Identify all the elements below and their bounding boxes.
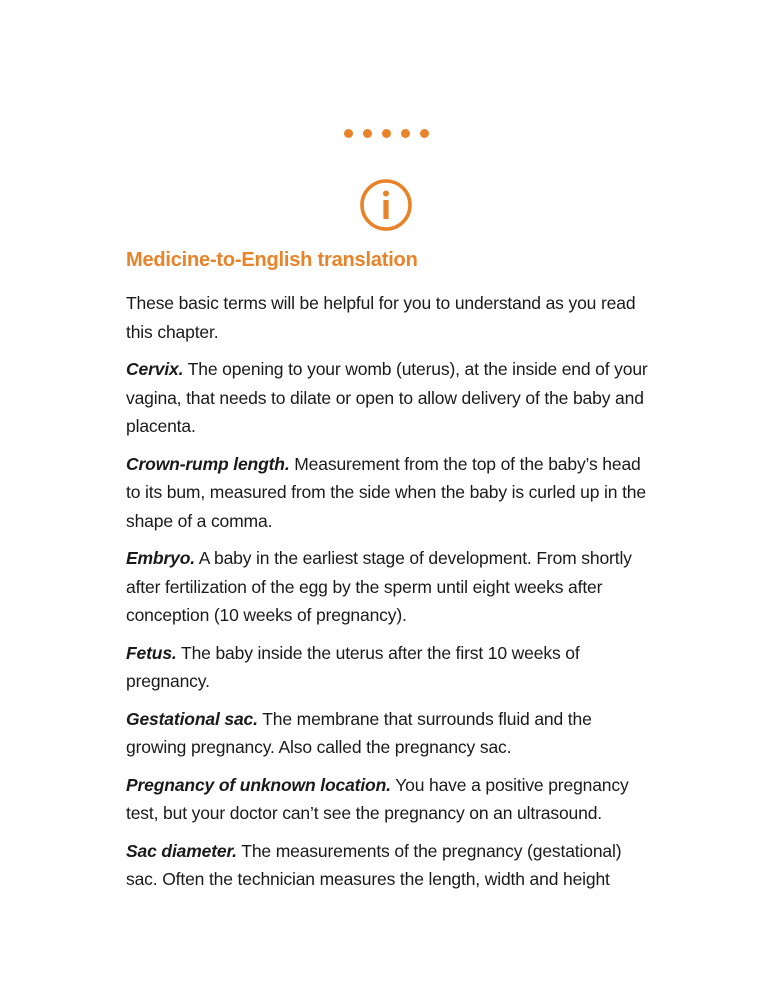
glossary-definition: You have a positive pregnancy test, but your doctor can’t see the pregnancy on an ultrasound. [126, 774, 629, 823]
section-divider-dots [0, 129, 772, 138]
glossary-entry [126, 450, 656, 536]
glossary-term: Pregnancy of unknown location. [126, 774, 391, 795]
intro-paragraph: These basic terms will be helpful for you to understand as you read this chapter. [126, 293, 636, 342]
glossary-term: Gestational sac. [126, 708, 258, 729]
glossary-entry [126, 544, 656, 630]
divider-dot [363, 129, 372, 138]
glossary-definition: Measurement from the top of the baby’s head to its bum, measured from the side when the baby is curled up in the shape of a comma. [126, 453, 646, 531]
glossary-entry [126, 837, 656, 894]
glossary-entry [126, 355, 656, 441]
glossary-entry [126, 639, 656, 696]
glossary-definition: The baby inside the uterus after the first 10 weeks of pregnancy. [126, 642, 580, 691]
glossary-section [126, 246, 656, 903]
glossary-term: Crown-rump length. [126, 453, 290, 474]
glossary-term: Embryo. [126, 548, 195, 568]
divider-dot [344, 129, 353, 138]
divider-dot [420, 129, 429, 138]
glossary-entry [126, 771, 656, 828]
divider-dot [382, 129, 391, 138]
glossary-definition: The membrane that surrounds fluid and the growing pregnancy. Also called the pregnancy sac. [126, 708, 592, 757]
glossary-term: Fetus. [126, 642, 177, 663]
glossary-term: Cervix. [126, 359, 184, 379]
info-circle-icon [359, 178, 413, 232]
glossary-entry [126, 705, 656, 762]
glossary-definition: A baby in the earliest stage of development. From shortly after fertilization of the egg by the sperm until eight weeks after conception (10 weeks of pregnancy). [126, 548, 632, 625]
glossary-definition: The measurements of the pregnancy (gestational) sac. Often the technician measures the length, width and height [126, 840, 622, 889]
section-heading: Medicine-to-English translation [126, 249, 418, 271]
glossary-definition: The opening to your womb (uterus), at the inside end of your vagina, that needs to dilate or open to allow delivery of the baby and placenta. [126, 359, 648, 436]
glossary-term: Sac diameter. [126, 840, 237, 861]
divider-dot [401, 129, 410, 138]
